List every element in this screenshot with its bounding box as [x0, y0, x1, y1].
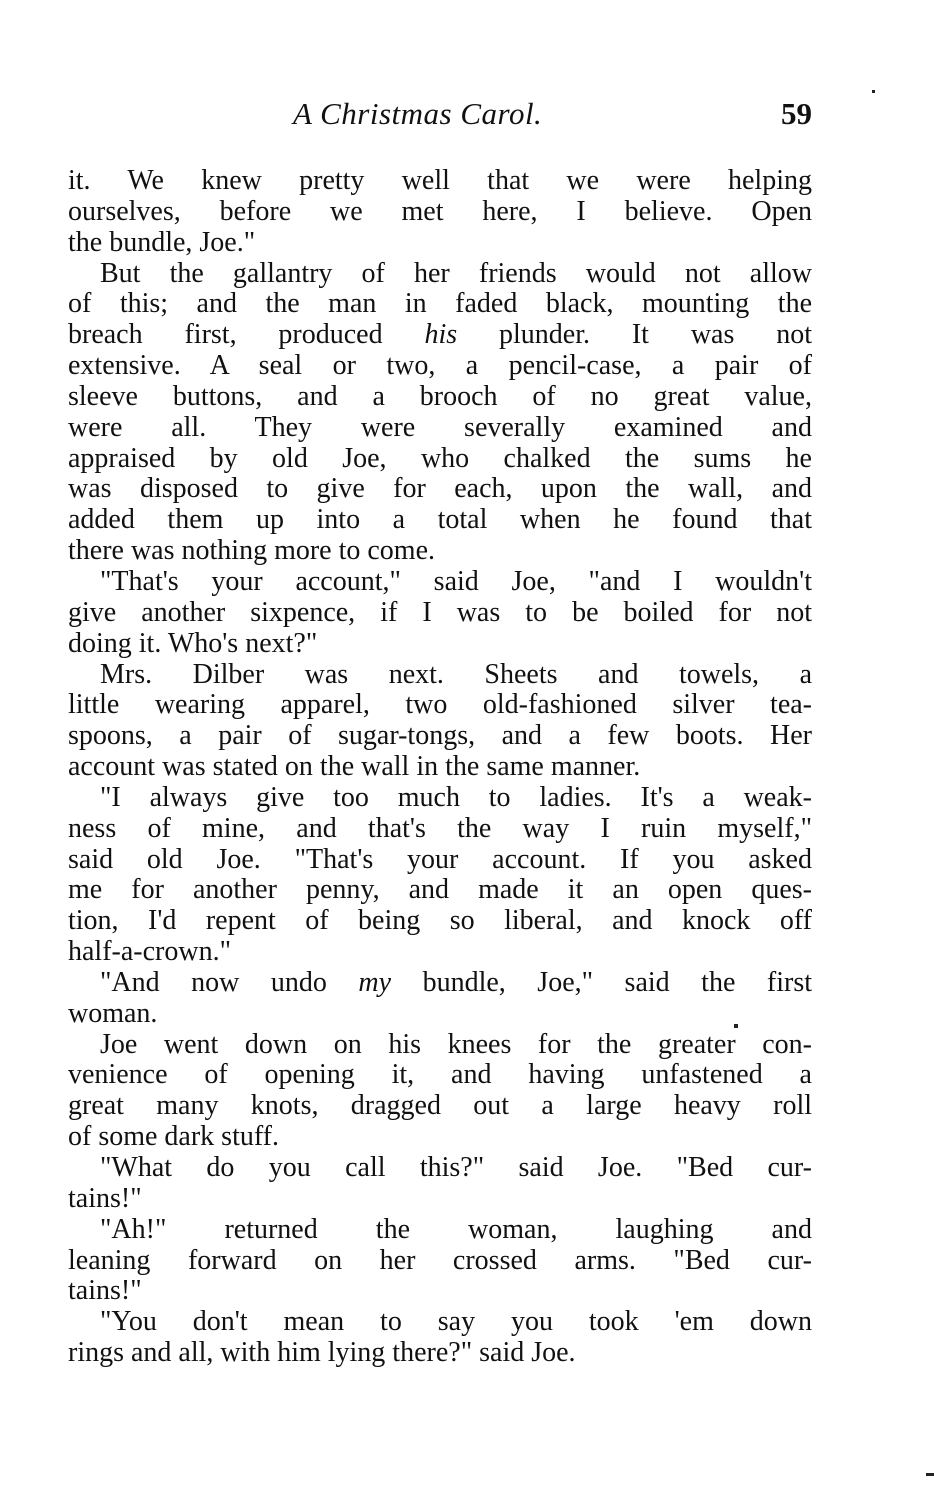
body-text [68, 166, 812, 1386]
text-line: great many knots, dragged out a large heavy roll [68, 1090, 812, 1122]
text-line: of this; and the man in faded black, mounting the [68, 288, 812, 320]
text-line: sleeve buttons, and a brooch of no great value, [68, 380, 812, 412]
text-line: me for another penny, and made it an open ques- [68, 874, 812, 906]
text-line: tains!" [68, 1275, 142, 1307]
text-line: of some dark stuff. [68, 1121, 279, 1153]
text-line: appraised by old Joe, who chalked the sums he [68, 442, 812, 474]
text-line: said old Joe. "That's your account. If you asked [68, 843, 812, 875]
text-line: it. We knew pretty well that we were helping [68, 166, 812, 196]
text-line: half-a-crown." [68, 936, 232, 968]
page-number: 59 [781, 96, 812, 131]
speck-mark [872, 90, 875, 93]
running-head [68, 94, 812, 138]
text-line: breach first, produced his plunder. It was not [68, 319, 812, 351]
text-line: doing it. Who's next?" [68, 627, 318, 659]
edge-mark [926, 1473, 934, 1476]
text-line: "That's your account," said Joe, "and I wouldn't [100, 565, 812, 597]
speck-mark [734, 1024, 738, 1028]
text-line: "And now undo my bundle, Joe," said the first [100, 966, 812, 998]
text-line: leaning forward on her crossed arms. "Bed cur- [68, 1244, 812, 1276]
text-line: added them up into a total when he found that [68, 504, 812, 536]
text-line: "Ah!" returned the woman, laughing and [100, 1213, 812, 1245]
text-line: give another sixpence, if I was to be boiled for not [68, 596, 812, 628]
text-line: "You don't mean to say you took 'em down [100, 1306, 812, 1338]
text-line: "What do you call this?" said Joe. "Bed cur- [100, 1152, 812, 1183]
text-line: little wearing apparel, two old-fashioned silver tea- [68, 689, 812, 721]
text-line: Joe went down on his knees for the greater con- [100, 1028, 812, 1060]
text-line: ourselves, before we met here, I believe. Open [68, 195, 812, 227]
text-line: were all. They were severally examined and [68, 411, 812, 443]
text-line: extensive. A seal or two, a pencil-case, a pair of [68, 350, 812, 382]
text-line: "I always give too much to ladies. It's a weak- [100, 781, 812, 813]
text-line: the bundle, Joe." [68, 226, 256, 258]
running-title: A Christmas Carol. [293, 96, 543, 131]
emphasis: his [424, 319, 458, 351]
text-line: tion, I'd repent of being so liberal, and knock off [68, 905, 812, 937]
text-line: But the gallantry of her friends would not allow [100, 257, 812, 289]
text-line: there was nothing more to come. [68, 535, 436, 567]
text-line: ness of mine, and that's the way I ruin myself," [68, 812, 812, 844]
text-line: account was stated on the wall in the same manner. [68, 751, 641, 783]
emphasis: my [358, 966, 392, 998]
text-line: Mrs. Dilber was next. Sheets and towels, a [100, 658, 812, 690]
text-line: rings and all, with him lying there?" said Joe. [68, 1337, 576, 1369]
text-line: tains!" [68, 1182, 142, 1214]
text-line: was disposed to give for each, upon the wall, and [68, 473, 812, 505]
text-line: woman. [68, 997, 158, 1029]
text-line: spoons, a pair of sugar-tongs, and a few boots. Her [68, 720, 812, 752]
text-line: venience of opening it, and having unfastened a [68, 1059, 812, 1091]
